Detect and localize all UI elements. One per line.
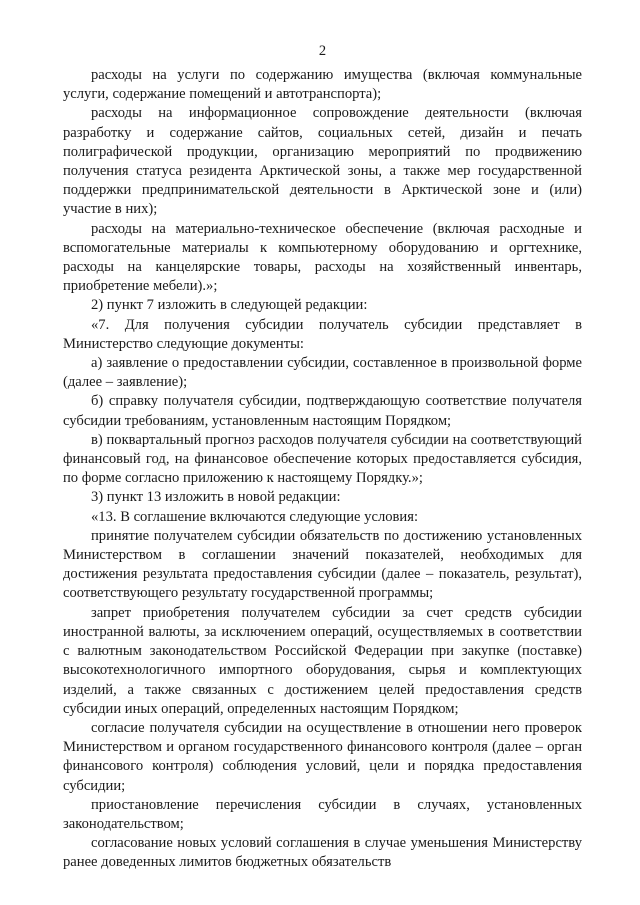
paragraph-10: «13. В соглашение включаются следующие условия:	[91, 508, 419, 525]
paragraph-13: согласие получателя субсидии на осуществление в отношении него проверок Министерством и органом государственного финансового контроля (далее – орган финансового контроля) соблюдения условий, цели и порядка предоставления субсидии;	[63, 719, 582, 794]
document-body	[63, 66, 582, 873]
paragraph-15: согласование новых условий соглашения в случае уменьшения Министерству ранее доведенных лимитов бюджетных обязательств	[63, 835, 582, 871]
paragraph-14: приостановление перечисления субсидии в случаях, установленных законодательством;	[63, 796, 582, 832]
paragraph-9: 3) пункт 13 изложить в новой редакции:	[91, 489, 341, 506]
paragraph-8: в) поквартальный прогноз расходов получателя субсидии на соответствующий финансовый год, на финансовое обеспечение которых предоставляется субсидия, по форме согласно приложению к настоящему Порядку.»;	[63, 431, 582, 487]
paragraph-3: расходы на материально-техническое обеспечение (включая расходные и вспомогательные материалы к компьютерному оборудованию и оргтехнике, расходы на канцелярские товары, расходы на хозяйственный инвентарь, приобретение мебели).»;	[63, 220, 582, 295]
paragraph-2: расходы на информационное сопровождение деятельности (включая разработку и содержание сайтов, социальных сетей, дизайн и печать полиграфической продукции, организацию мероприятий по продвижению получения статуса резидента Арктической зоны, а также мер государственной поддержки предпринимательской деятельности в Арктической зоне и (или) участие в них);	[63, 105, 582, 218]
paragraph-6: а) заявление о предоставлении субсидии, составленное в произвольной форме (далее – заявление);	[63, 355, 582, 391]
page-number: 2	[318, 43, 327, 59]
paragraph-4: 2) пункт 7 изложить в следующей редакции:	[91, 297, 368, 314]
paragraph-5: «7. Для получения субсидии получатель субсидии представляет в Министерство следующие документы:	[63, 316, 582, 352]
paragraph-12: запрет приобретения получателем субсидии за счет средств субсидии иностранной валюты, за исключением операций, осуществляемых в соответствии с валютным законодательством Российской Федерации при закупке (поставке) высокотехнологичного импортного оборудования, сырья и комплектующих изделий, а также связанных с достижением целей предоставления средств субсидии иных операций, определенных настоящим Порядком;	[63, 604, 582, 717]
paragraph-1: расходы на услуги по содержанию имущества (включая коммунальные услуги, содержание помещений и автотранспорта);	[63, 67, 582, 103]
paragraph-11: принятие получателем субсидии обязательств по достижению установленных Министерством в соглашении значений показателей, необходимых для достижения результата предоставления субсидии (далее – показатель, результат), соответствующего результату государственной программы;	[63, 527, 582, 602]
paragraph-7: б) справку получателя субсидии, подтверждающую соответствие получателя субсидии требованиям, установленным настоящим Порядком;	[63, 393, 582, 429]
